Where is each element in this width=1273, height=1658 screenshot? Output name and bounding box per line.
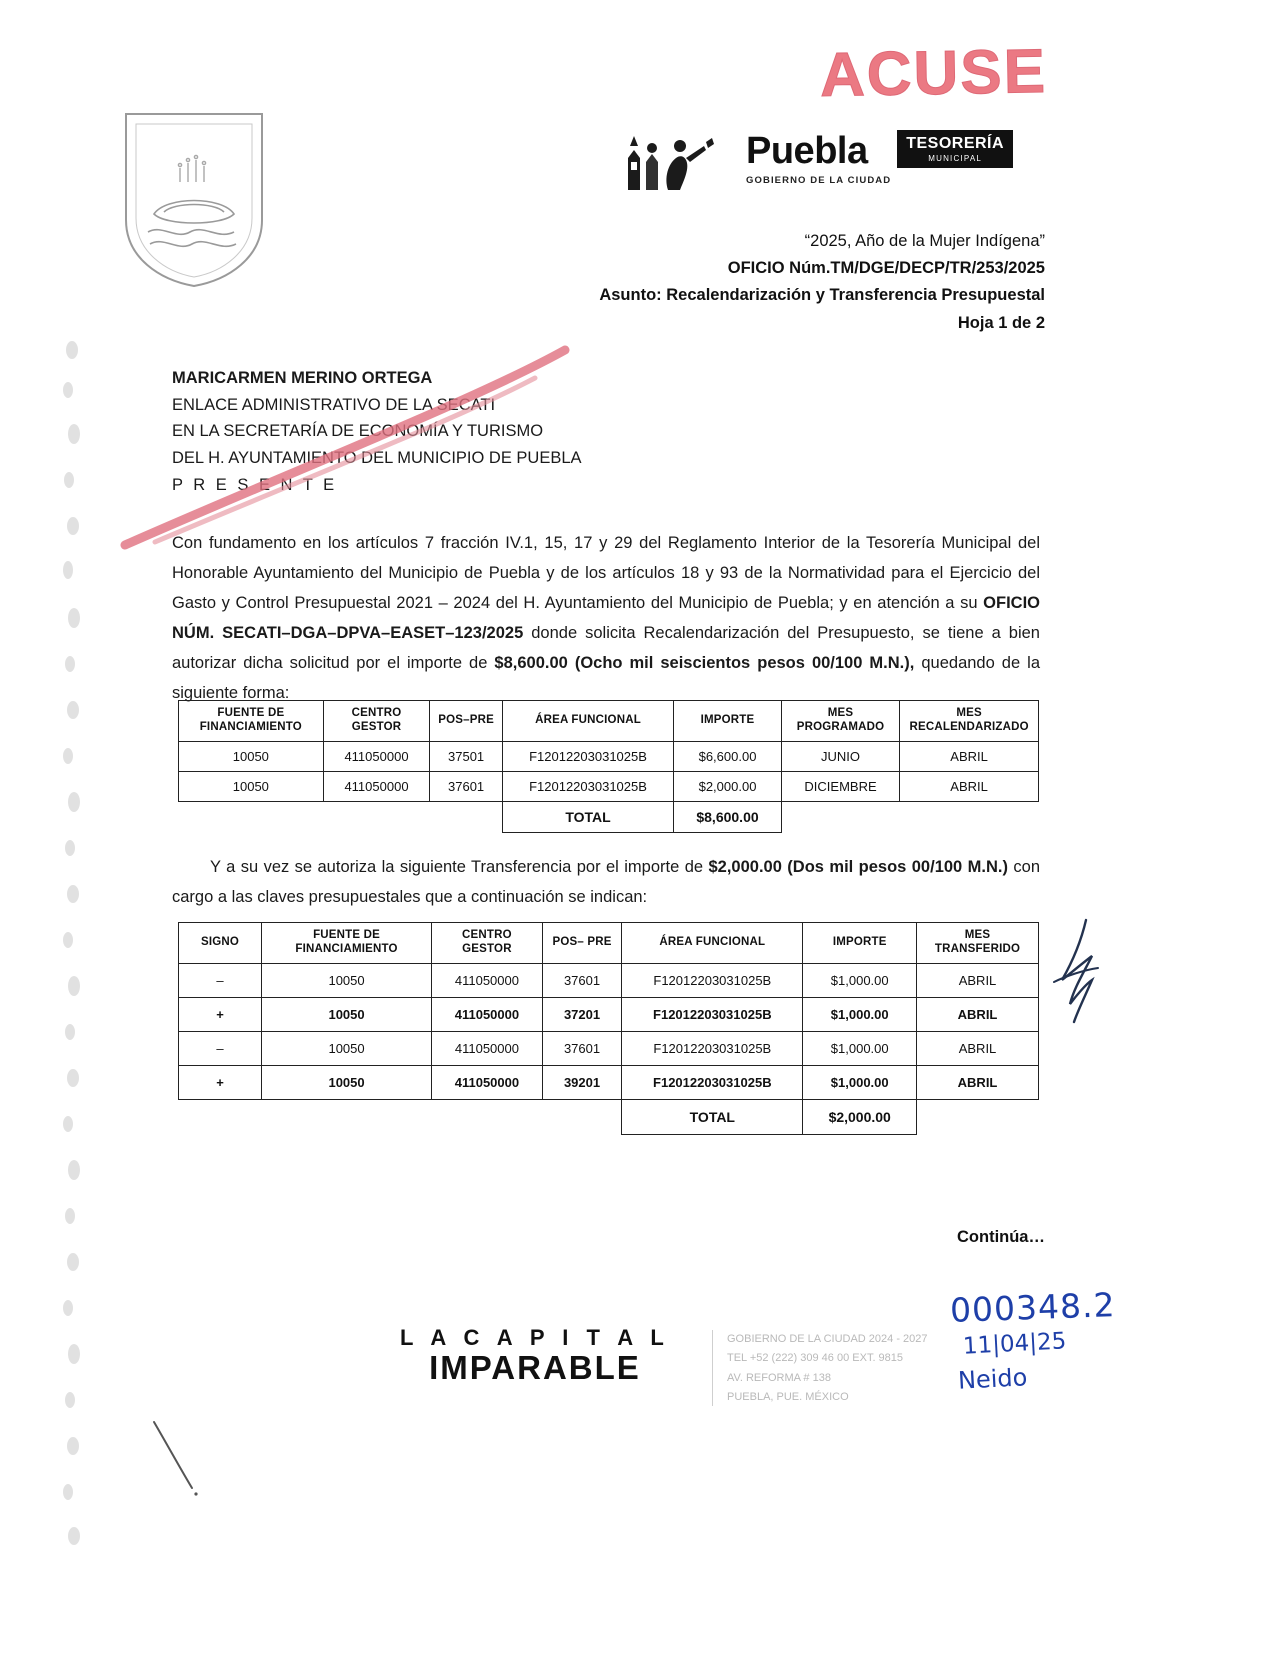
puebla-wordmark: Puebla <box>746 130 868 172</box>
footer-slogan <box>400 1325 670 1387</box>
cell-signo: – <box>179 963 262 997</box>
cell-area: F12012203031025B <box>502 741 673 771</box>
body-p1-amount: $8,600.00 (Ocho mil seiscientos pesos 00/100 M.N.), <box>494 654 915 673</box>
handwritten-received-by: Neido <box>957 1363 1028 1395</box>
oficio-number: OFICIO Núm.TM/DGE/DECP/TR/253/2025 <box>727 259 1045 278</box>
cell-mes-programado: DICIEMBRE <box>781 771 899 801</box>
spacer-cell <box>900 801 1039 832</box>
puebla-monuments-icon <box>618 128 746 190</box>
tesoreria-badge <box>897 130 1013 168</box>
scan-artifact-edge <box>58 330 86 1560</box>
spacer-cell <box>323 801 430 832</box>
cell-centro: 411050000 <box>323 741 430 771</box>
cell-mes-recalendarizado: ABRIL <box>900 771 1039 801</box>
tesoreria-badge-line1: TESORERÍA <box>906 135 1005 152</box>
footer-address-line-4: PUEBLA, PUE. MÉXICO <box>727 1390 849 1403</box>
cell-mes-recalendarizado: ABRIL <box>900 741 1039 771</box>
puebla-sublabel: GOBIERNO DE LA CIUDAD <box>746 175 892 186</box>
body-p2-amount: $2,000.00 (Dos mil pesos 00/100 M.N.) <box>708 858 1008 876</box>
spacer-cell <box>542 1099 621 1134</box>
col-importe: IMPORTE <box>803 923 917 964</box>
total-label: TOTAL <box>502 801 673 832</box>
cell-area: F12012203031025B <box>622 1065 803 1099</box>
cell-importe: $1,000.00 <box>803 997 917 1031</box>
addressee-presente: P R E S E N T E <box>172 475 338 494</box>
spacer-cell <box>179 801 324 832</box>
body-paragraph-1 <box>172 528 1040 708</box>
cell-mes-programado: JUNIO <box>781 741 899 771</box>
table-row <box>179 1065 1039 1099</box>
total-amount: $2,000.00 <box>803 1099 917 1134</box>
cell-area: F12012203031025B <box>622 963 803 997</box>
addressee-name: MARICARMEN MERINO ORTEGA <box>172 369 433 387</box>
body-paragraph-2 <box>172 852 1040 912</box>
addressee-line-4: DEL H. AYUNTAMIENTO DEL MUNICIPIO DE PUEBLA <box>172 449 582 468</box>
spacer-cell <box>781 801 899 832</box>
cell-area: F12012203031025B <box>622 1031 803 1065</box>
handwritten-date: 11|04|25 <box>962 1328 1067 1360</box>
cell-importe: $2,000.00 <box>674 771 782 801</box>
year-motto: “2025, Año de la Mujer Indígena” <box>804 232 1045 250</box>
signature-mark <box>1040 918 1100 1028</box>
footer-slogan-line1: L A C A P I T A L <box>400 1325 670 1350</box>
table-row <box>179 741 1039 771</box>
col-fuente-financiamiento: FUENTE DE FINANCIAMIENTO <box>262 923 432 964</box>
body-p1-part-a: Con fundamento en los artículos 7 fracción IV.1, 15, 17 y 29 del Reglamento Interior de la Tesorería Municipal del Honorable Ayuntamiento del Municipio de Puebla y de los artículos 18 y 93 de la Normatividad para el Ejercicio del Gasto y Control Presupuestal 2021 – 2024 del H. Ayuntamiento del Municipio de Puebla; y en atención a su <box>172 534 1040 613</box>
cell-importe: $1,000.00 <box>803 963 917 997</box>
cell-pospre: 37201 <box>542 997 621 1031</box>
addressee-line-2: ENLACE ADMINISTRATIVO DE LA SECATI <box>172 395 496 414</box>
cell-signo: – <box>179 1031 262 1065</box>
col-mes-transferido: MES TRANSFERIDO <box>917 923 1039 964</box>
asunto-line: Asunto: Recalendarización y Transferencia Presupuestal <box>599 286 1045 305</box>
cell-signo: + <box>179 1065 262 1099</box>
cell-area: F12012203031025B <box>622 997 803 1031</box>
transferencia-table <box>178 922 1039 1135</box>
cell-pospre: 37601 <box>542 1031 621 1065</box>
footer-address <box>712 1330 928 1406</box>
cell-pospre: 39201 <box>542 1065 621 1099</box>
table-row <box>179 997 1039 1031</box>
col-centro-gestor: CENTRO GESTOR <box>432 923 543 964</box>
col-pos-pre: POS–PRE <box>430 701 503 742</box>
table-header-row <box>179 701 1039 742</box>
municipal-shield-icon <box>118 108 270 290</box>
body-p1-part-b: donde solicita Recalendarización del Presupuesto, se tiene a bien autorizar dicha solicitud por el importe de <box>172 624 1040 673</box>
table-row <box>179 771 1039 801</box>
cell-mes-transferido: ABRIL <box>917 997 1039 1031</box>
col-signo: SIGNO <box>179 923 262 964</box>
cell-centro: 411050000 <box>432 1065 543 1099</box>
cell-mes-transferido: ABRIL <box>917 1065 1039 1099</box>
table-row <box>179 1031 1039 1065</box>
continua-label: Continúa… <box>957 1228 1045 1246</box>
cell-pospre: 37501 <box>430 741 503 771</box>
spacer-cell <box>262 1099 432 1134</box>
col-centro-gestor: CENTRO GESTOR <box>323 701 430 742</box>
col-importe: IMPORTE <box>674 701 782 742</box>
table-row <box>179 963 1039 997</box>
cell-area: F12012203031025B <box>502 771 673 801</box>
footer-address-line-1: GOBIERNO DE LA CIUDAD 2024 - 2027 <box>727 1333 928 1345</box>
col-area-funcional: ÁREA FUNCIONAL <box>622 923 803 964</box>
total-label: TOTAL <box>622 1099 803 1134</box>
spacer-cell <box>432 1099 543 1134</box>
cell-pospre: 37601 <box>430 771 503 801</box>
document-header <box>599 228 1045 337</box>
cell-centro: 411050000 <box>432 963 543 997</box>
spacer-cell <box>179 1099 262 1134</box>
body-p2-part-a: Y a su vez se autoriza la siguiente Transferencia por el importe de <box>210 858 709 876</box>
cell-mes-transferido: ABRIL <box>917 1031 1039 1065</box>
page-indicator: Hoja 1 de 2 <box>957 313 1045 332</box>
footer-slogan-line2: IMPARABLE <box>429 1349 641 1386</box>
cell-signo: + <box>179 997 262 1031</box>
cell-fuente: 10050 <box>262 963 432 997</box>
col-area-funcional: ÁREA FUNCIONAL <box>502 701 673 742</box>
cell-fuente: 10050 <box>262 1031 432 1065</box>
table-header-row <box>179 923 1039 964</box>
addressee-line-3: EN LA SECRETARÍA DE ECONOMÍA Y TURISMO <box>172 422 544 441</box>
recalendarizacion-table <box>178 700 1039 833</box>
total-amount: $8,600.00 <box>674 801 782 832</box>
cell-importe: $1,000.00 <box>803 1065 917 1099</box>
handwritten-folio-number: 000348.2 <box>949 1285 1117 1330</box>
cell-fuente: 10050 <box>179 741 324 771</box>
addressee-block <box>172 365 582 499</box>
body-p2-part-b: con cargo a las claves presupuestales que a continuación se indican: <box>172 858 1040 907</box>
cell-importe: $1,000.00 <box>803 1031 917 1065</box>
col-fuente-financiamiento: FUENTE DE FINANCIAMIENTO <box>179 701 324 742</box>
cell-importe: $6,600.00 <box>674 741 782 771</box>
cell-centro: 411050000 <box>432 997 543 1031</box>
cell-pospre: 37601 <box>542 963 621 997</box>
acuse-stamp: ACUSE <box>819 37 1048 110</box>
cell-fuente: 10050 <box>179 771 324 801</box>
cell-mes-transferido: ABRIL <box>917 963 1039 997</box>
spacer-cell <box>430 801 503 832</box>
spacer-cell <box>917 1099 1039 1134</box>
col-mes-recalendarizado: MES RECALENDARIZADO <box>900 701 1039 742</box>
puebla-logo <box>618 128 1058 208</box>
col-mes-programado: MES PROGRAMADO <box>781 701 899 742</box>
footer-address-line-2: TEL +52 (222) 309 46 00 EXT. 9815 <box>727 1352 904 1365</box>
cell-centro: 411050000 <box>323 771 430 801</box>
cell-fuente: 10050 <box>262 997 432 1031</box>
table-total-row <box>179 1099 1039 1134</box>
scan-corner-line <box>150 1418 210 1492</box>
col-pos-pre: POS– PRE <box>542 923 621 964</box>
body-p1-oficio-ref: OFICIO NÚM. SECATI–DGA–DPVA–EASET–123/2025 <box>172 594 1040 643</box>
table-total-row <box>179 801 1039 832</box>
footer-address-line-3: AV. REFORMA # 138 <box>727 1371 831 1384</box>
cell-fuente: 10050 <box>262 1065 432 1099</box>
body-p1-part-c: quedando de la siguiente forma: <box>172 654 1040 703</box>
tesoreria-badge-line2: MUNICIPAL <box>928 154 983 163</box>
cell-centro: 411050000 <box>432 1031 543 1065</box>
